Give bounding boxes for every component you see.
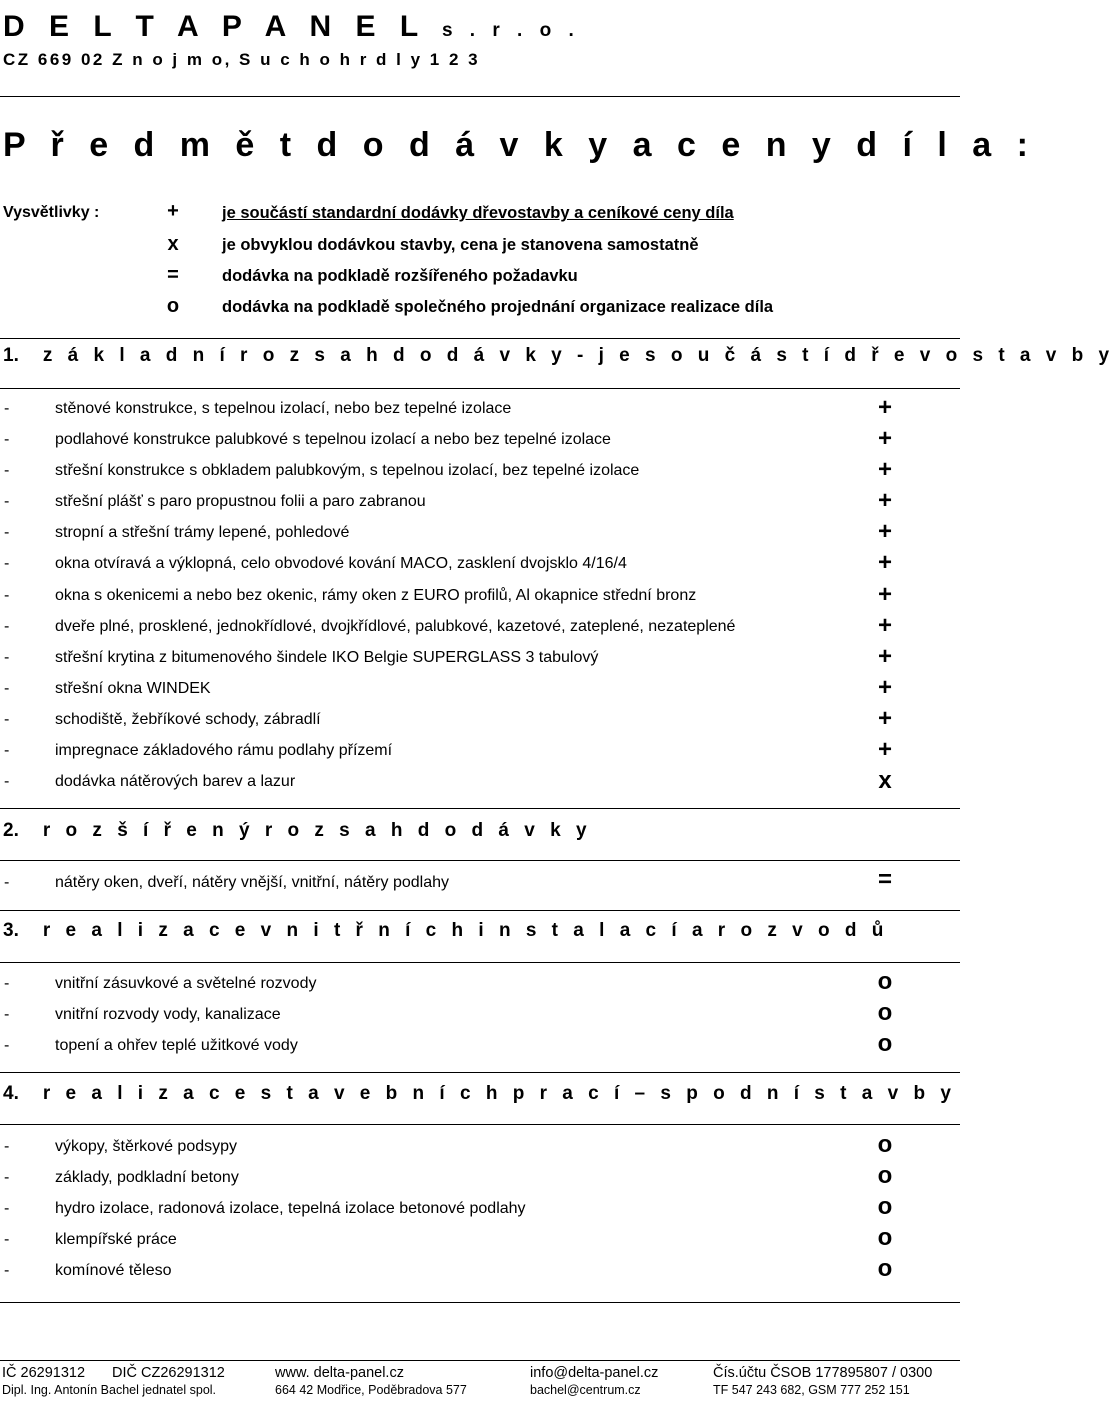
list-dash: - [4,874,10,891]
divider [0,1302,960,1303]
section-title: r e a l i z a c e v n i t ř n í c h i n s t a l a c í a r o z v o d ů [42,920,889,941]
section-number: 2. [3,820,19,841]
list-item: topení a ohřev teplé užitkové vody [55,1037,298,1054]
list-item-mark: + [877,549,892,576]
list-dash: - [4,1262,10,1279]
list-item-mark: + [877,674,892,701]
list-dash: - [4,1200,10,1217]
section-title: z á k l a d n í r o z s a h d o d á v k y - j e s o u č á s t í d ř e v o s t a v b y [42,345,1114,366]
divider [0,388,960,389]
list-item: stropní a střešní trámy lepené, pohledové [55,524,350,541]
list-item: schodiště, žebříkové schody, zábradlí [55,711,321,728]
list-item: základy, podkladní betony [55,1169,239,1186]
list-dash: - [4,1006,10,1023]
company-name [3,10,580,44]
list-dash: - [4,555,10,572]
list-item-mark: + [877,643,892,670]
list-dash: - [4,680,10,697]
list-dash: - [4,400,10,417]
list-item-mark: + [877,736,892,763]
company-suffix: s . r . o . [441,20,580,41]
list-dash: - [4,493,10,510]
list-dash: - [4,431,10,448]
legend-text: je obvyklou dodávkou stavby, cena je stanovena samostatně [222,236,699,254]
list-item-mark: o [877,1193,893,1220]
list-item: střešní konstrukce s obkladem palubkovým, s tepelnou izolací, bez tepelné izolace [55,462,640,479]
section-number: 4. [3,1083,19,1104]
list-dash: - [4,1138,10,1155]
list-dash: - [4,1037,10,1054]
list-item: stěnové konstrukce, s tepelnou izolací, nebo bez tepelné izolace [55,400,512,417]
list-item-mark: o [877,1255,893,1282]
divider [0,338,960,339]
list-item-mark: o [877,1131,893,1158]
list-dash: - [4,462,10,479]
section-heading [3,1083,956,1105]
section-title: r o z š í ř e n ý r o z s a h d o d á v k y [42,820,592,841]
list-item-mark: + [877,705,892,732]
list-item-mark: + [877,487,892,514]
list-dash: - [4,1231,10,1248]
list-item-mark: = [877,866,892,893]
section-title: r e a l i z a c e s t a v e b n í c h p r a c í – s p o d n í s t a v b y [42,1083,956,1104]
list-dash: - [4,742,10,759]
footer-email-2: bachel@centrum.cz [530,1383,641,1397]
list-item-mark: o [877,1224,893,1251]
footer-ic: IČ 26291312 [2,1365,86,1381]
list-item-mark: + [877,456,892,483]
list-dash: - [4,711,10,728]
legend-symbol: + [167,200,179,222]
list-item: hydro izolace, radonová izolace, tepelná izolace betonové podlahy [55,1200,526,1217]
list-item-mark: + [877,394,892,421]
footer-person: Dipl. Ing. Antonín Bachel jednatel spol. [2,1383,217,1397]
legend-label: Vysvětlivky : [3,204,100,221]
footer-account: Čís.účtu ČSOB 177895807 / 0300 [713,1365,933,1381]
divider [0,1072,960,1073]
list-item: dodávka nátěrových barev a lazur [55,773,296,790]
legend-symbol: = [167,264,179,286]
footer-address: 664 42 Modřice, Poděbradova 577 [275,1383,467,1397]
list-item: klempířské práce [55,1231,177,1248]
list-item-mark: o [877,999,893,1026]
list-item-mark: o [877,968,893,995]
footer-phones: TF 547 243 682, GSM 777 252 151 [713,1383,910,1397]
list-item: okna otvíravá a výklopná, celo obvodové kování MACO, zasklení dvojsklo 4/16/4 [55,555,627,572]
list-item: vnitřní zásuvkové a světelné rozvody [55,975,317,992]
list-dash: - [4,587,10,604]
list-dash: - [4,773,10,790]
list-item: nátěry oken, dveří, nátěry vnější, vnitřní, nátěry podlahy [55,874,449,891]
list-item: komínové těleso [55,1262,172,1279]
section-heading [3,820,592,842]
list-item: výkopy, štěrkové podsypy [55,1138,238,1155]
company-name-text: D E L T A P A N E L [3,10,426,43]
footer-divider [0,1360,960,1361]
list-dash: - [4,1169,10,1186]
footer-dic: DIČ CZ26291312 [112,1365,225,1381]
legend-text: dodávka na podkladě rozšířeného požadavku [222,267,578,285]
list-item: podlahové konstrukce palubkové s tepelnou izolací a nebo bez tepelné izolace [55,431,611,448]
section-number: 3. [3,920,19,941]
legend-symbol: x [167,233,179,255]
divider [0,860,960,861]
list-item-mark: + [877,612,892,639]
list-item-mark: o [877,1162,893,1189]
divider [0,808,960,809]
list-item-mark: + [877,581,892,608]
list-item-mark: + [877,518,892,545]
list-item: dveře plné, prosklené, jednokřídlové, dvojkřídlové, palubkové, kazetové, zateplené, nezateplené [55,618,736,635]
list-dash: - [4,618,10,635]
list-dash: - [4,524,10,541]
list-item: impregnace základového rámu podlahy přízemí [55,742,393,759]
divider [0,962,960,963]
legend-text: je součástí standardní dodávky dřevostavby a ceníkové ceny díla [222,204,734,222]
list-item: střešní krytina z bitumenového šindele IKO Belgie SUPERGLASS 3 tabulový [55,649,599,666]
section-number: 1. [3,345,19,366]
legend-symbol: o [166,295,180,317]
section-heading [3,345,1114,367]
list-dash: - [4,975,10,992]
divider [0,1124,960,1125]
legend-text: dodávka na podkladě společného projednání organizace realizace díla [222,298,774,316]
list-dash: - [4,649,10,666]
company-address: CZ 669 02 Z n o j m o, S u c h o h r d l y 1 2 3 [3,50,481,69]
list-item: okna s okenicemi a nebo bez okenic, rámy oken z EURO profilů, Al okapnice střední bronz [55,587,697,604]
list-item-mark: + [877,425,892,452]
footer-email: info@delta-panel.cz [530,1365,659,1381]
divider [0,96,960,97]
list-item-mark: o [877,1030,893,1057]
footer-web: www. delta-panel.cz [275,1365,404,1381]
list-item: střešní okna WINDEK [55,680,211,697]
list-item: vnitřní rozvody vody, kanalizace [55,1006,281,1023]
list-item-mark: x [878,767,892,794]
divider [0,910,960,911]
section-heading [3,920,888,942]
page-title: P ř e d m ě t d o d á v k y a c e n y d í l a : [3,126,1036,164]
list-item: střešní plášť s paro propustnou folii a paro zabranou [55,493,426,510]
